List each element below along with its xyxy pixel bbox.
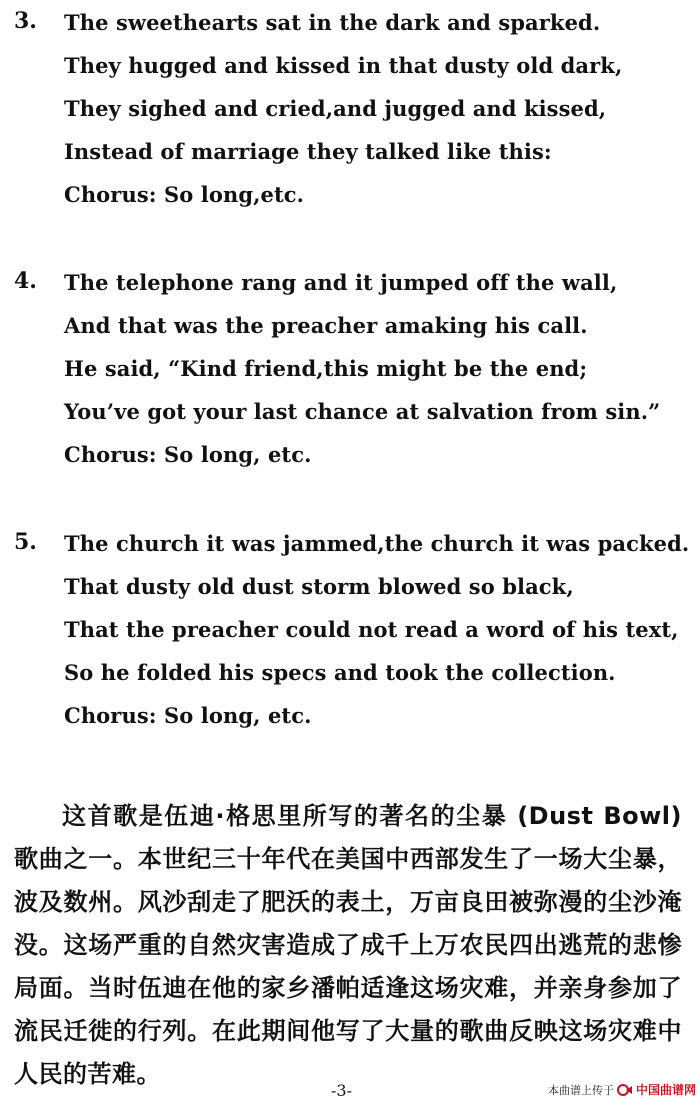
verse-line: So he folded his specs and took the collection. [64, 660, 616, 685]
verse-line: He said, “Kind friend,this might be the end; [64, 356, 588, 381]
verse-line: Instead of marriage they talked like this: [64, 139, 552, 164]
verse-line: You’ve got your last chance at salvation from sin.” [64, 399, 661, 424]
verse-line: The telephone rang and it jumped off the wall, [64, 270, 618, 295]
page-number: -3- [331, 1081, 352, 1100]
verse-line: They hugged and kissed in that dusty old dark, [64, 53, 623, 78]
verse-line: That the preacher could not read a word of his text, [64, 617, 679, 642]
upload-note: 本曲谱上传于 [547, 1083, 614, 1097]
commentary-paragraph: 这首歌是伍迪·格思里所写的著名的尘暴 (Dust Bowl) 歌曲之一。本世纪三十年代在美国中西部发生了一场大尘暴，波及数州。风沙刮走了肥沃的表土，万亩良田被弥漫的尘沙淹没。这场严重的自然灾害造成了成千上万农民四出逃荒的悲惨局面。当时伍迪在他的家乡潘帕适逢这场灾难，并亲身参加了流民迁徙的行列。在此期间他写了大量的歌曲反映这场灾难中人民的苦难。 [14, 802, 682, 1088]
chorus-line: Chorus: So long, etc. [64, 442, 312, 467]
verse-line: The sweethearts sat in the dark and sparked. [64, 10, 601, 35]
verse-number: 5. [14, 529, 37, 555]
verse-number: 4. [14, 268, 37, 294]
verse-line: They sighed and cried,and jugged and kissed, [64, 96, 607, 121]
site-name: 中国曲谱网 [635, 1083, 696, 1097]
verse-line: The church it was jammed,the church it was packed. [64, 531, 690, 556]
chorus-line: Chorus: So long, etc. [64, 703, 312, 728]
chorus-line: Chorus: So long,etc. [64, 182, 305, 207]
verse-number: 3. [14, 8, 37, 34]
site-logo-icon [617, 1084, 633, 1096]
verse-line: That dusty old dust storm blowed so black, [64, 574, 574, 599]
verse-line: And that was the preacher amaking his call. [64, 313, 588, 338]
source-watermark[interactable] [548, 1081, 696, 1098]
